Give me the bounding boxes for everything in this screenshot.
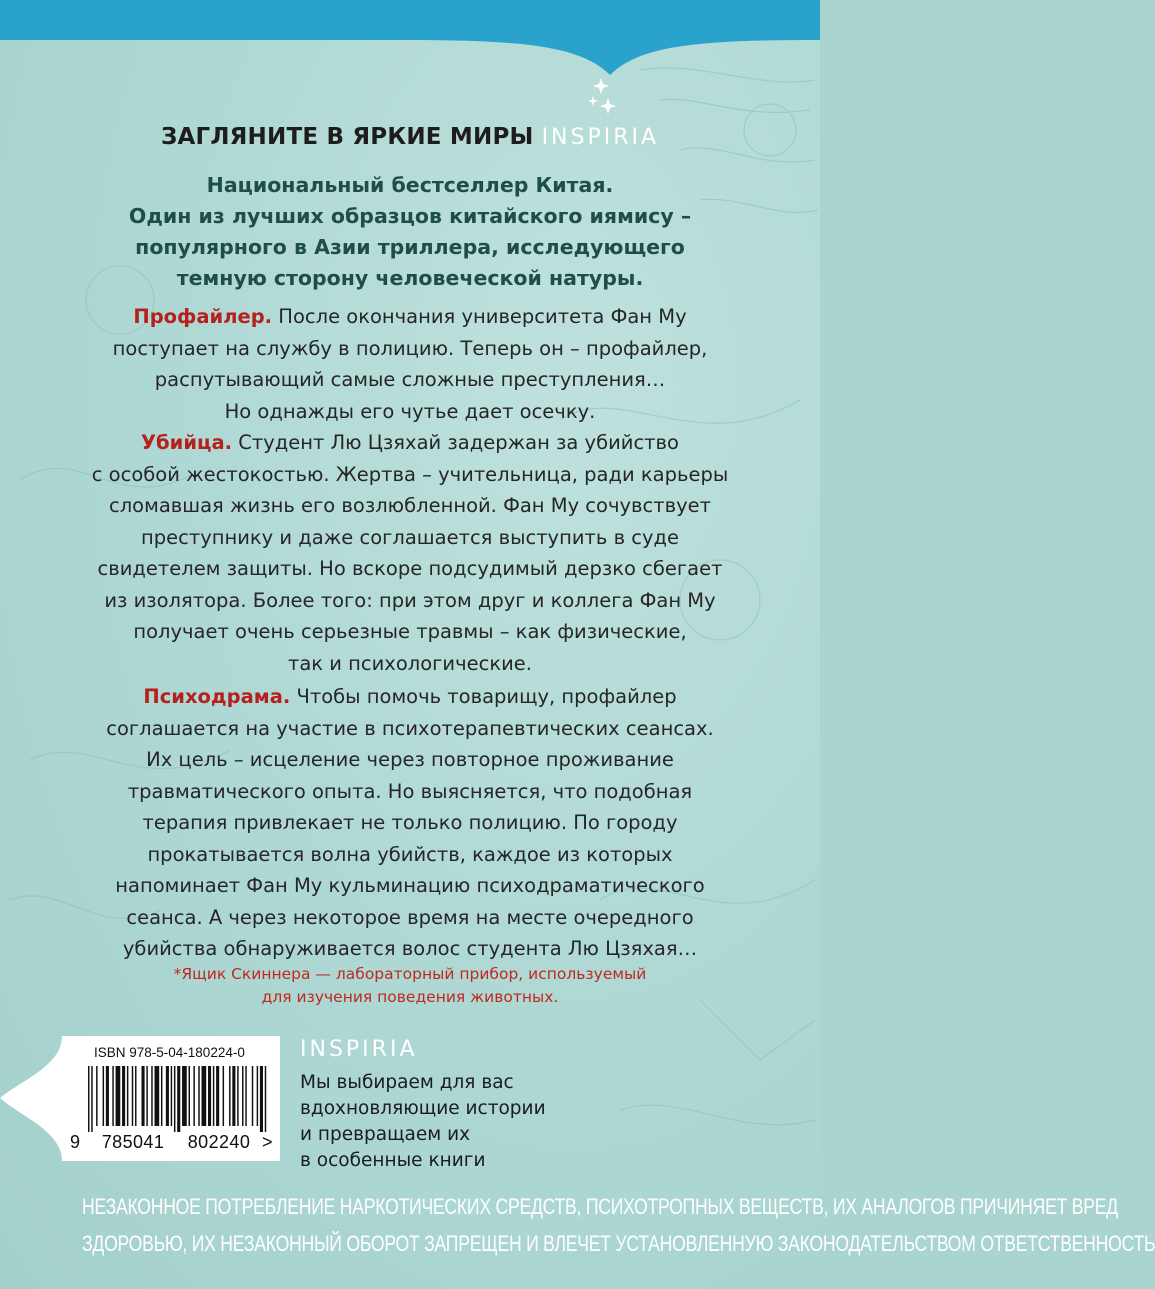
tagline: [40, 170, 780, 294]
barcode-bar: [208, 1066, 211, 1126]
paragraph-line: Но однажды его чутье дает осечку.: [224, 399, 596, 423]
barcode-bar: [96, 1066, 97, 1126]
paragraph-line: распутывающий самые сложные преступления…: [154, 368, 666, 391]
paragraph-heading: Психодрама.: [143, 685, 291, 708]
barcode-bar: [182, 1066, 187, 1126]
series-header: [0, 124, 820, 150]
legal-warning: [0, 1188, 1155, 1262]
barcode-bar: [142, 1066, 145, 1126]
sparkle-icon: [584, 76, 618, 116]
paragraph-line: соглашается на участие в психотерапевтических сеансах.: [106, 716, 714, 740]
tagline-line: Один из лучших образцов китайского иямису –: [128, 204, 692, 228]
paragraph-line: Их цель – исцеление через повторное проживание: [146, 748, 674, 771]
paragraph-line: из изолятора. Более того: при этом друг и коллега Фан Му: [104, 588, 716, 612]
barcode-digits-left: 785041: [101, 1132, 165, 1152]
barcode-bar: [151, 1066, 152, 1126]
barcode-bar: [202, 1066, 207, 1126]
mission-line: вдохновляющие истории: [300, 1098, 546, 1119]
blurb-paragraph-killer: [20, 427, 800, 679]
barcode-bar: [198, 1066, 199, 1126]
warning-line: НЕЗАКОННОЕ ПОТРЕБЛЕНИЕ НАРКОТИЧЕСКИХ СРЕДСТВ, ПСИХОТРОПНЫХ ВЕЩЕСТВ, ИХ АНАЛОГОВ ПРИЧИНЯЕТ ВРЕД: [82, 1194, 1118, 1219]
paragraph-line: убийства обнаруживается волос студента Лю Цзяхая…: [122, 937, 698, 960]
barcode-bar: [213, 1066, 214, 1126]
barcode-bar: [103, 1066, 104, 1126]
barcode-bar: [166, 1066, 169, 1126]
top-tab-decoration: [0, 0, 820, 80]
paragraph-line: свидетелем защиты. Но вскоре подсудимый дерзко сбегает: [97, 557, 723, 580]
paragraph-line: сеанса. А через некоторое время на месте очередного: [126, 905, 694, 929]
barcode-bar: [223, 1066, 224, 1126]
barcode-bar: [216, 1066, 219, 1126]
paragraph-heading: Убийца.: [141, 431, 233, 454]
barcode-bar: [161, 1066, 162, 1126]
barcode-digit-lead: 9: [70, 1132, 81, 1152]
paragraph-first-line: [20, 427, 800, 459]
barcode-bar: [257, 1066, 258, 1126]
barcode-graphic: [88, 1066, 268, 1132]
barcode-bar: [127, 1066, 128, 1126]
barcode-bar: [106, 1066, 109, 1126]
barcode-bar: [229, 1066, 230, 1126]
mission-line: в особенные книги: [300, 1150, 486, 1171]
barcode-digits: [70, 1132, 275, 1153]
barcode-bar: [174, 1066, 175, 1132]
barcode-bar: [146, 1066, 147, 1126]
blurb-paragraph-psychodrama: [20, 681, 800, 965]
barcode-bar: [177, 1066, 180, 1132]
barcode-bar: [237, 1066, 238, 1126]
paragraph-first-line: [20, 301, 800, 333]
paragraph-line: терапия привлекает не только полицию. По городу: [142, 811, 678, 834]
barcode-bar: [88, 1066, 89, 1132]
barcode-bar: [135, 1066, 136, 1126]
paragraph-line: получает очень серьезные травмы – как физические,: [133, 620, 687, 643]
barcode-digits-right: 802240: [187, 1132, 251, 1152]
paragraph-line: поступает на службу в полицию. Теперь он – профайлер,: [112, 336, 708, 360]
paragraph-line: преступнику и даже соглашается выступить в суде: [140, 525, 680, 549]
paragraph-text: После окончания университета Фан Му: [278, 305, 687, 328]
paragraph-first-line: [20, 681, 800, 713]
barcode-bar: [245, 1066, 246, 1126]
footnote: [40, 963, 780, 1009]
paragraph-text: Чтобы помочь товарищу, профайлер: [296, 685, 677, 708]
barcode-bar: [260, 1066, 263, 1132]
paragraph-line: сломавшая жизнь его возлюбленной. Фан Му сочувствует: [109, 494, 711, 517]
barcode-bar: [265, 1066, 266, 1132]
tagline-line: темную сторону человеческой натуры.: [176, 266, 644, 290]
barcode-bar: [116, 1066, 121, 1126]
barcode-bar: [189, 1066, 190, 1126]
brand-wordmark: INSPIRIA: [541, 125, 660, 150]
tagline-line: популярного в Азии триллера, исследующего: [135, 235, 685, 259]
paragraph-line: так и психологические.: [288, 651, 532, 675]
paragraph-line: напоминает Фан Му кульминацию психодраматического: [115, 874, 705, 897]
publisher-block: [300, 1036, 600, 1174]
footnote-line: *Ящик Скиннера — лабораторный прибор, используемый: [173, 965, 647, 983]
warning-line: ЗДОРОВЬЮ, ИХ НЕЗАКОННЫЙ ОБОРОТ ЗАПРЕЩЕН И ВЛЕЧЕТ УСТАНОВЛЕННУЮ ЗАКОНОДАТЕЛЬСТВОМ ОТВЕТСТВЕННОСТЬ: [82, 1231, 1155, 1256]
series-lead-text: ЗАГЛЯНИТЕ В ЯРКИЕ МИРЫ: [160, 124, 534, 150]
paragraph-heading: Профайлер.: [133, 305, 273, 328]
mission-line: и превращаем их: [300, 1124, 471, 1145]
barcode-bar: [91, 1066, 92, 1132]
publisher-mission: [300, 1070, 600, 1174]
isbn-barcode-block: [0, 1036, 280, 1161]
barcode-bar: [232, 1066, 235, 1126]
tagline-line: Национальный бестселлер Китая.: [206, 173, 614, 197]
footnote-line: для изучения поведения животных.: [261, 988, 559, 1006]
barcode-bar: [252, 1066, 253, 1126]
publisher-wordmark: INSPIRIA: [300, 1037, 418, 1062]
paragraph-line: с особой жестокостью. Жертва – учительница, ради карьеры: [91, 462, 729, 486]
isbn-label: ISBN 978-5-04-180224-0: [94, 1045, 245, 1060]
barcode-bar: [122, 1066, 125, 1126]
paragraph-text: Студент Лю Цзяхай задержан за убийство: [238, 431, 679, 454]
barcode-bar: [112, 1066, 113, 1126]
mission-line: Мы выбираем для вас: [300, 1072, 514, 1093]
barcode-bar: [154, 1066, 159, 1126]
barcode-bar: [242, 1066, 243, 1126]
barcode-bar: [171, 1066, 172, 1126]
blurb-paragraph-profiler: [20, 301, 800, 427]
paragraph-line: прокатывается волна убийств, каждое из которых: [147, 842, 673, 866]
barcode-bar: [132, 1066, 133, 1126]
barcode-bar: [193, 1066, 194, 1126]
barcode-digit-tail: >: [262, 1132, 273, 1152]
paragraph-line: травматического опыта. Но выясняется, что подобная: [127, 779, 693, 803]
